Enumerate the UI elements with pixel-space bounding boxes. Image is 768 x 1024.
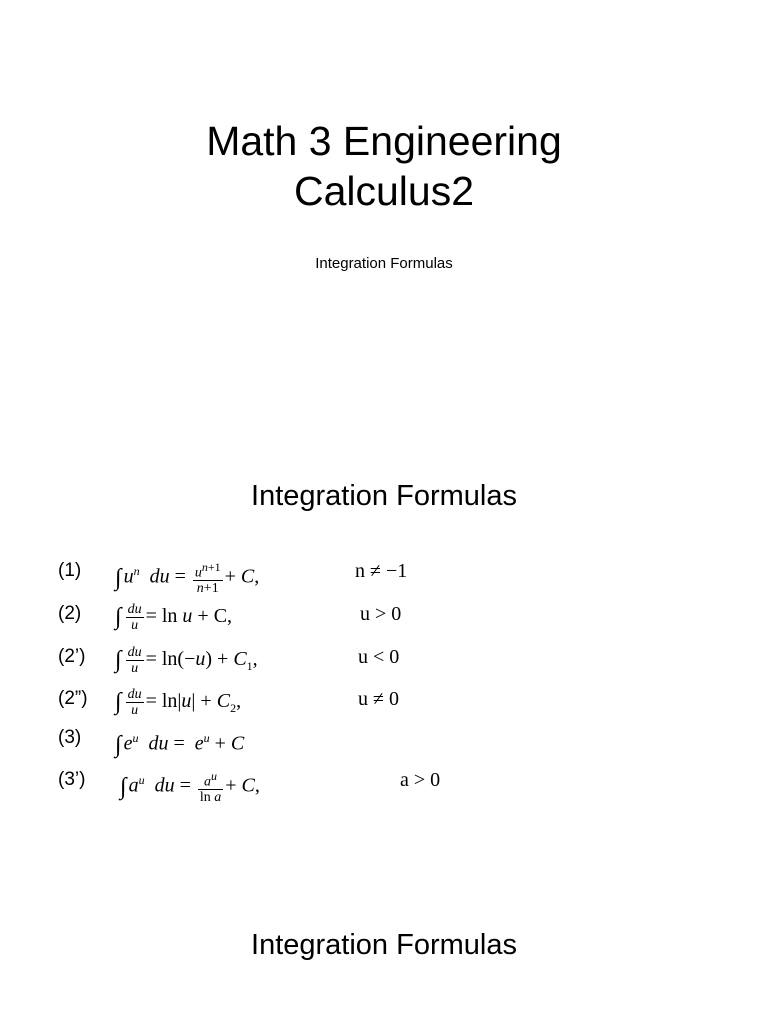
- formula-expression: ∫ $\frac{du}{u}$ = ln u + C,: [115, 602, 233, 633]
- formula-condition: u > 0: [360, 603, 402, 625]
- formula-label: (3): [58, 727, 82, 748]
- formula-row-2-double-prime: [0, 684, 768, 724]
- formula-label: (1): [58, 560, 82, 581]
- formulas-heading-2: Integration Formulas: [251, 929, 517, 961]
- slide-title-line-2: Calculus2: [293, 168, 475, 214]
- formula-condition: a > 0: [400, 769, 441, 791]
- formula-label: (2’): [58, 646, 86, 667]
- formula-expression: ∫ $e^u$ du = $e^u + C$: [115, 731, 245, 758]
- formula-row-3: [0, 725, 768, 765]
- formula-row-2-prime: [0, 642, 768, 682]
- formula-expression: ∫ $\frac{du}{u}$ = $\ln|u| + C_2$,: [115, 687, 242, 718]
- formula-expression: ∫ $\frac{du}{u}$ = $\ln(-u) + C_1$,: [115, 645, 258, 676]
- formula-row-1: [0, 556, 768, 596]
- formula-label: (2): [58, 603, 82, 624]
- formula-condition: u < 0: [358, 646, 400, 668]
- formula-expression: ∫ $u^n$ du = $\frac{u^{n+1}}{n+1}$ + C,: [115, 559, 260, 597]
- formulas-heading: Integration Formulas: [251, 480, 517, 512]
- formula-condition: u ≠ 0: [358, 688, 399, 710]
- slide-subtitle: Integration Formulas: [315, 255, 453, 272]
- formula-expression: ∫ $a^u$ du = $\frac{a^u}{\text{ln a}}$ + C,: [120, 768, 260, 806]
- formula-row-3-prime: [0, 764, 768, 804]
- formula-condition: n ≠ −1: [355, 560, 408, 582]
- slide-title-line-1: Math 3 Engineering: [206, 118, 562, 164]
- formula-label: (3’): [58, 769, 86, 790]
- formula-label: (2”): [58, 688, 88, 709]
- formula-row-2: [0, 599, 768, 639]
